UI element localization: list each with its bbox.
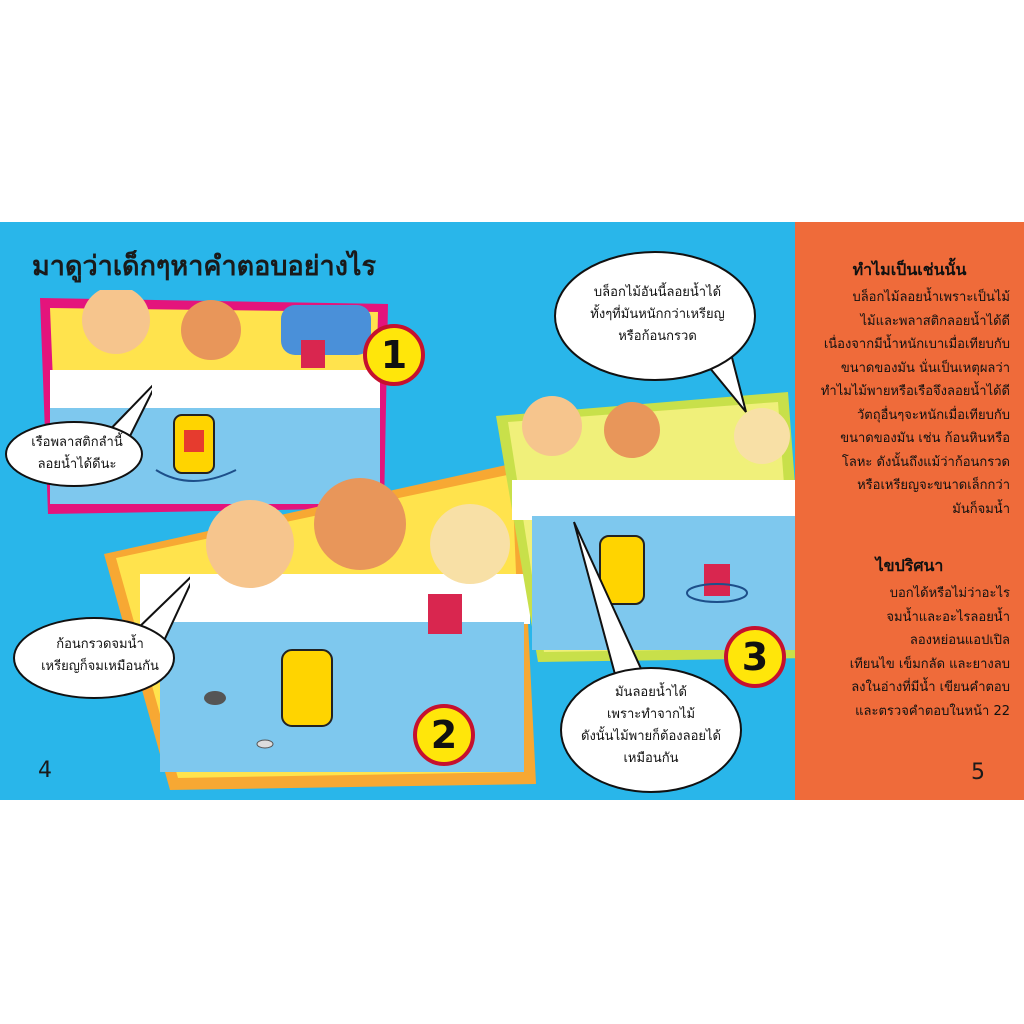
toy-boat xyxy=(282,650,332,726)
panel-number-1: 1 xyxy=(363,324,425,386)
speech-bubble-boat xyxy=(2,382,152,492)
page-title: มาดูว่าเด็กๆหาคำตอบอย่างไร xyxy=(32,251,376,282)
child-face-left xyxy=(206,500,294,588)
bubble-wood-line-4: เหมือนกัน xyxy=(623,751,679,766)
left-page xyxy=(0,222,795,800)
bubble-block-line-2: ทั้งๆที่มันหนักกว่าเหรียญ xyxy=(590,307,725,322)
child-face-middle xyxy=(181,300,241,360)
riddle-line: บอกได้หรือไม่ว่าอะไร xyxy=(889,586,1010,601)
why-heading: ทำไมเป็นเช่นนั้น xyxy=(852,260,967,279)
bubble-boat-line-2: ลอยน้ำได้ดีนะ xyxy=(37,457,117,472)
bubble-wood-line-3: ดังนั้นไม้พายก็ต้องลอยได้ xyxy=(581,729,721,744)
why-paragraph xyxy=(800,286,1010,521)
why-line: ขนาดของมัน เช่น ก้อนหินหรือ xyxy=(840,431,1010,446)
bubble-block-line-1: บล็อกไม้อันนี้ลอยน้ำได้ xyxy=(593,285,722,300)
why-line: โลหะ ดังนั้นถึงแม้ว่าก้อนกรวด xyxy=(841,454,1010,470)
why-line: มันก็จมน้ำ xyxy=(952,501,1010,517)
riddle-line: เทียนไข เข็มกลัด และยางลบ xyxy=(849,656,1010,672)
why-line: บล็อกไม้ลอยน้ำเพราะเป็นไม้ xyxy=(852,290,1010,305)
speech-bubble-wood xyxy=(556,518,746,800)
page-number-right: 5 xyxy=(971,760,985,785)
child-face-middle xyxy=(314,478,406,570)
bubble-wood-line-2: เพราะทำจากไม้ xyxy=(606,707,696,722)
riddle-line: และตรวจคำตอบในหน้า 22 xyxy=(855,703,1010,719)
coin xyxy=(257,740,273,748)
bubble-coin-line-1: ก้อนกรวดจมน้ำ xyxy=(56,637,144,652)
why-line: วัตถุอื่นๆจะหนักเมื่อเทียบกับ xyxy=(856,407,1010,423)
panel-number-3: 3 xyxy=(724,626,786,688)
wood-block xyxy=(301,340,325,368)
bubble-block-line-3: หรือก้อนกรวด xyxy=(618,329,697,344)
why-line: ไม้และพลาสติกลอยน้ำได้ดี xyxy=(860,313,1010,329)
wood-block xyxy=(428,594,462,634)
why-line: หรือเหรียญจะขนาดเล็กกว่า xyxy=(857,478,1010,493)
panel-number-2: 2 xyxy=(413,704,475,766)
riddle-heading: ไขปริศนา xyxy=(875,556,944,575)
sidebar-panel xyxy=(795,222,1024,800)
pebble xyxy=(204,691,226,705)
bubble-boat-line-1: เรือพลาสติกลำนี้ xyxy=(31,435,123,450)
bubble-wood-line-1: มันลอยน้ำได้ xyxy=(614,685,687,700)
bubble-coin-line-2: เหรียญก็จมเหมือนกัน xyxy=(41,659,159,674)
book-spread xyxy=(0,222,1024,800)
riddle-paragraph xyxy=(800,582,1010,723)
riddle-line: ลองหย่อนแอปเปิล xyxy=(909,633,1010,648)
speech-bubble-block xyxy=(550,238,765,418)
page-number-left: 4 xyxy=(38,758,52,783)
riddle-line: จมน้ำและอะไรลอยน้ำ xyxy=(886,609,1010,625)
speech-bubble-coin xyxy=(10,562,190,702)
why-line: ทำไมไม้พายหรือเรือจึงลอยน้ำได้ดี xyxy=(820,384,1010,399)
why-line: เนื่องจากมีน้ำหนักเบาเมื่อเทียบกับ xyxy=(823,337,1010,352)
why-line: ขนาดของมัน นั่นเป็นเหตุผลว่า xyxy=(840,360,1010,376)
riddle-line: ลงในอ่างที่มีน้ำ เขียนคำตอบ xyxy=(851,680,1010,695)
